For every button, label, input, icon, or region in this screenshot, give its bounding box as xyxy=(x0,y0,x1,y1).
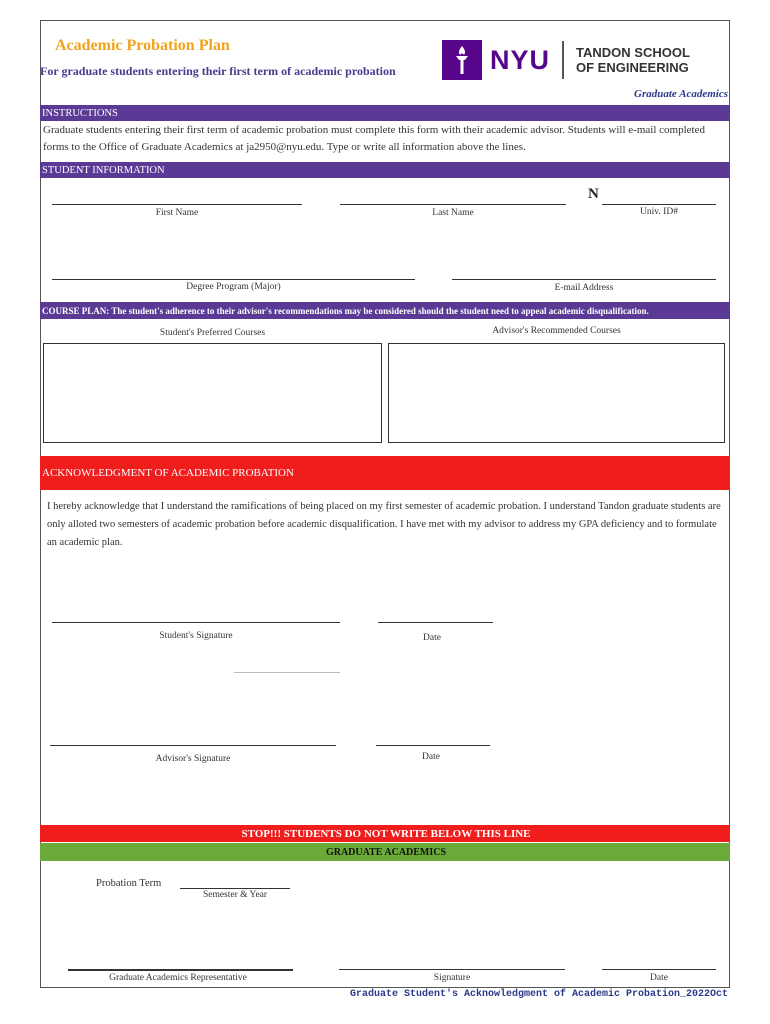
recommended-courses-box[interactable] xyxy=(388,343,725,443)
id-prefix: N xyxy=(588,186,599,202)
form-subtitle: For graduate students entering their first term of academic probation xyxy=(40,64,396,78)
divider-line xyxy=(234,672,340,673)
student-signature-field[interactable] xyxy=(52,622,340,623)
last-name-label: Last Name xyxy=(432,208,474,218)
recommended-courses-label: Advisor's Recommended Courses xyxy=(492,326,621,336)
email-field[interactable] xyxy=(452,279,716,280)
degree-program-label: Degree Program (Major) xyxy=(186,282,281,292)
advisor-date-field[interactable] xyxy=(376,745,490,746)
stop-heading: STOP!!! STUDENTS DO NOT WRITE BELOW THIS LINE xyxy=(40,825,730,842)
advisor-date-label: Date xyxy=(422,752,440,762)
email-label: E-mail Address xyxy=(554,283,614,293)
representative-field[interactable] xyxy=(68,969,293,971)
torch-icon xyxy=(442,40,482,80)
course-plan-heading: COURSE PLAN: The student's adherence to their advisor's recommendations may be considered should the student need to appeal academic disqualification. xyxy=(40,302,730,319)
first-name-label: First Name xyxy=(155,208,199,218)
univ-id-field[interactable] xyxy=(602,204,716,205)
graduate-academics-heading: GRADUATE ACADEMICS xyxy=(40,843,730,861)
form-title: Academic Probation Plan xyxy=(55,37,230,54)
instructions-text: Graduate students entering their first term of academic probation must complete this form with their academic advisor. Students will e-mail completed forms to the Office of Graduate Academics at ja2950@nyu.edu. Type or write all information above the lines. xyxy=(43,124,705,153)
footer-text: Graduate Student's Acknowledgment of Academic Probation_2022Oct xyxy=(349,989,728,1000)
semester-year-label: Semester & Year xyxy=(202,890,268,900)
probation-term-label: Probation Term xyxy=(96,878,162,889)
student-signature-label: Student's Signature xyxy=(159,631,233,641)
office-date-field[interactable] xyxy=(602,969,716,970)
student-date-field[interactable] xyxy=(378,622,493,623)
department-label: Graduate Academics xyxy=(634,88,728,100)
advisor-signature-label: Advisor's Signature xyxy=(155,754,231,764)
representative-label: Graduate Academics Representative xyxy=(109,973,247,983)
office-signature-label: Signature xyxy=(433,973,471,983)
first-name-field[interactable] xyxy=(52,204,302,205)
preferred-courses-label: Student's Preferred Courses xyxy=(159,328,266,338)
logo-school-text: TANDON SCHOOL OF ENGINEERING xyxy=(576,45,690,75)
office-date-label: Date xyxy=(650,973,668,983)
logo-nyu-text: NYU xyxy=(490,44,551,75)
acknowledgment-heading: ACKNOWLEDGMENT OF ACADEMIC PROBATION xyxy=(40,456,730,490)
instructions-heading: INSTRUCTIONS xyxy=(40,105,730,121)
preferred-courses-box[interactable] xyxy=(43,343,382,443)
advisor-signature-field[interactable] xyxy=(50,745,336,746)
univ-id-label: Univ. ID# xyxy=(640,207,678,217)
nyu-tandon-logo xyxy=(442,40,690,80)
probation-term-field[interactable] xyxy=(180,888,290,889)
acknowledgment-text: I hereby acknowledge that I understand the ramifications of being placed on my first semester of academic probation. I understand Tandon graduate students are only alloted two semesters of academic probation before academic disqualification. I have met with my advisor to address my GPA deficiency and to formulate an academic plan. xyxy=(47,501,721,548)
office-signature-field[interactable] xyxy=(339,969,565,970)
logo-divider xyxy=(562,41,564,79)
student-info-heading: STUDENT INFORMATION xyxy=(40,162,730,178)
student-date-label: Date xyxy=(423,633,441,643)
last-name-field[interactable] xyxy=(340,204,566,205)
degree-program-field[interactable] xyxy=(52,279,415,280)
